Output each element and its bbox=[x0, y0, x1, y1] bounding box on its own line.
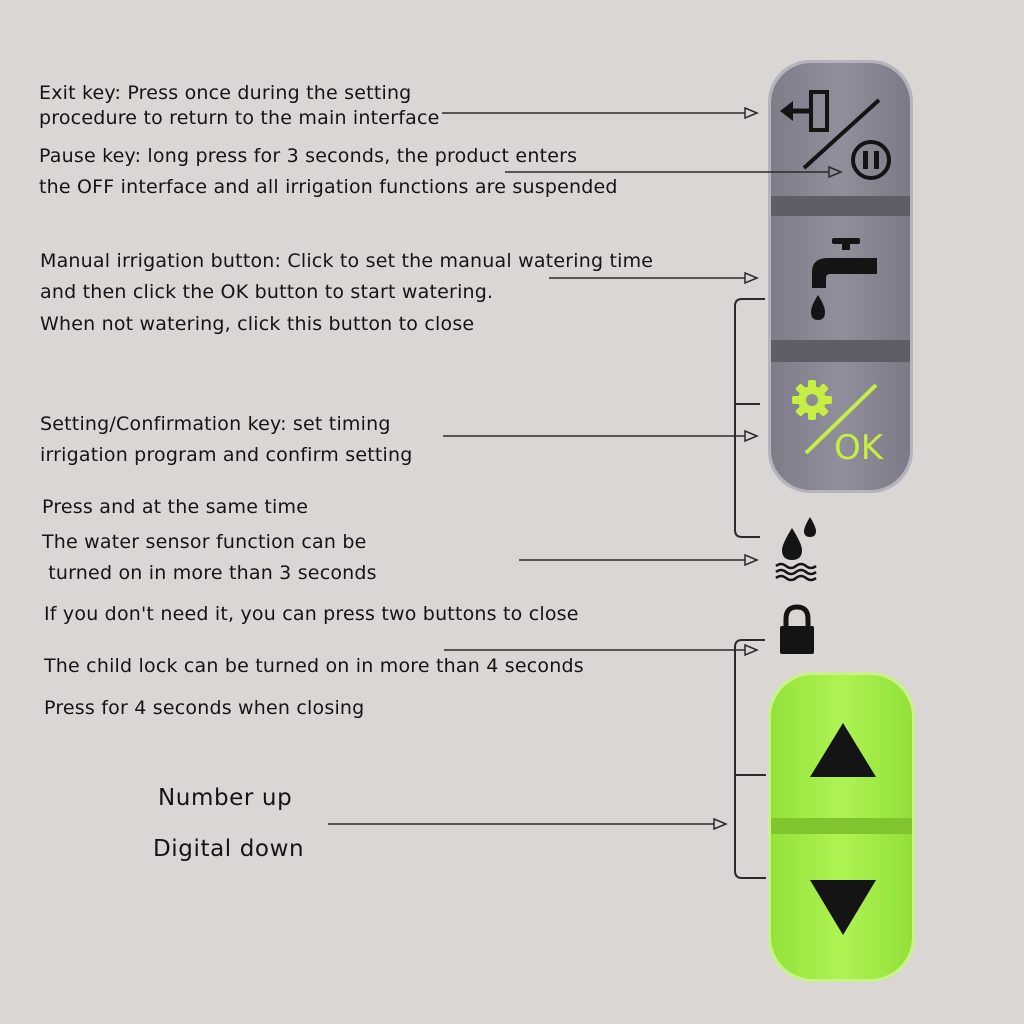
gear-icon bbox=[792, 380, 832, 420]
green-key-panel bbox=[768, 672, 915, 982]
bracket-lines bbox=[735, 299, 766, 878]
digital-down-label: Digital down bbox=[153, 836, 305, 862]
number-up-label: Number up bbox=[158, 785, 293, 811]
ok-label: OK bbox=[834, 428, 884, 468]
exit-key-label-line2: procedure to return to the main interface bbox=[39, 107, 440, 129]
child-lock-label-line2: Press for 4 seconds when closing bbox=[44, 697, 365, 719]
exit-key-label-line1: Exit key: Press once during the setting bbox=[39, 82, 412, 104]
setting-key-label-line1: Setting/Confirmation key: set timing bbox=[40, 413, 391, 435]
water-sensor-label-line1: Press and at the same time bbox=[42, 496, 309, 518]
water-sensor-icon bbox=[776, 517, 816, 580]
manual-button-label-line3: When not watering, click this button to close bbox=[40, 313, 475, 335]
pause-key-label-line2: the OFF interface and all irrigation functions are suspended bbox=[39, 176, 618, 198]
manual-button-label-line2: and then click the OK button to start watering. bbox=[40, 281, 494, 303]
manual-button-label-line1: Manual irrigation button: Click to set the manual watering time bbox=[40, 250, 654, 272]
water-sensor-label-line2: The water sensor function can be bbox=[42, 531, 367, 553]
pause-key-label-line1: Pause key: long press for 3 seconds, the product enters bbox=[39, 145, 578, 167]
child-lock-label-line1: The child lock can be turned on in more than 4 seconds bbox=[44, 655, 584, 677]
setting-key-label-line2: irrigation program and confirm setting bbox=[40, 444, 413, 466]
close-note-label: If you don't need it, you can press two buttons to close bbox=[44, 603, 579, 625]
pointer-lines bbox=[328, 108, 841, 829]
water-sensor-label-line3: turned on in more than 3 seconds bbox=[42, 562, 377, 584]
padlock-icon bbox=[780, 607, 814, 654]
